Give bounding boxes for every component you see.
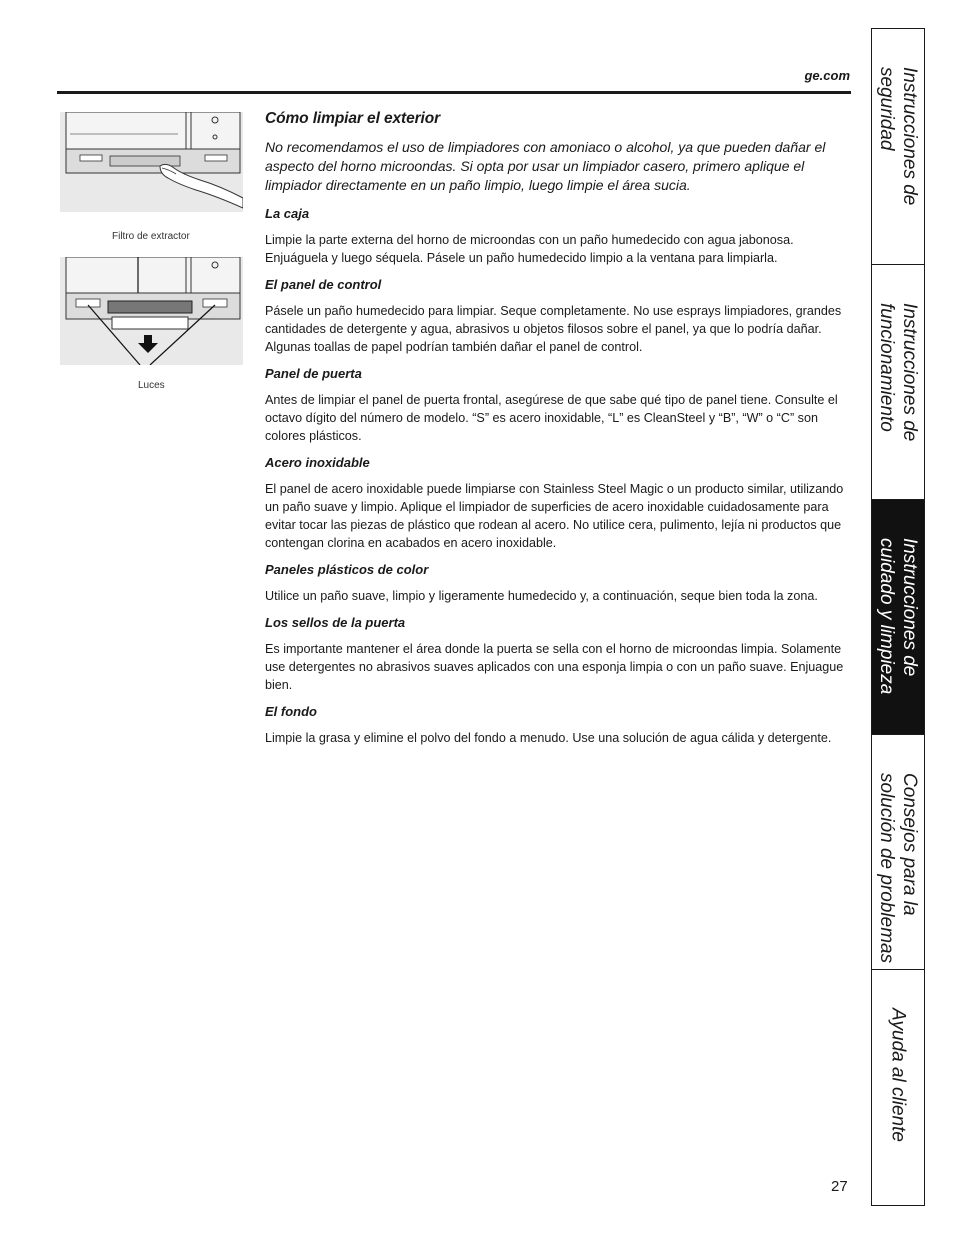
tab-ayuda-cliente[interactable]: [872, 970, 924, 1204]
tab-cuidado-limpieza[interactable]: [872, 500, 924, 735]
tab-solucion-problemas-label: Consejos para la solución de problemas: [876, 773, 920, 964]
heading-paneles-plasticos: Paneles plásticos de color: [265, 562, 429, 577]
heading-la-caja: La caja: [265, 206, 310, 221]
body-panel-control: Pásele un paño humedecido para limpiar. Seque completamente. No use esprays limpiadores, grandes cantidades de detergente y agua, abrasivos u objetos filosos sobre el panel, ya que lo podría dañar. Algunas toallas de papel podrían también dañar el panel de control.: [265, 304, 842, 354]
heading-el-fondo: El fondo: [265, 704, 317, 719]
body-acero-inoxidable: El panel de acero inoxidable puede limpiarse con Stainless Steel Magic o un producto similar, utilizando un paño suave y limpio. Aplique el limpiador de superficies de acero inoxidable cuidadosamente para evitar tocar las piezas de plástico que rodean al acero. No utilice cera, pulimento, lejía ni productos que contengan clorina en acabados en acero inoxidable.: [265, 482, 844, 550]
tab-funcionamiento-label: Instrucciones de funcionamiento: [876, 303, 920, 442]
page-number: 27: [831, 1178, 848, 1195]
tab-solucion-problemas[interactable]: [872, 735, 924, 970]
filter-label: Filtro de extractor: [112, 231, 190, 242]
lights-label: Luces: [138, 380, 165, 391]
body-panel-puerta: Antes de limpiar el panel de puerta frontal, asegúrese de que sabe qué tipo de panel tiene. Consulte el octavo dígito del número de modelo. “S” es acero inoxidable, “L” es CleanSteel y “B”, “W” o “C” son colores plásticos.: [265, 393, 838, 443]
heading-sellos-puerta: Los sellos de la puerta: [265, 615, 406, 630]
intro-paragraph: No recomendamos el uso de limpiadores con amoniaco o alcohol, ya que pueden dañar el aspecto del horno microondas. Si opta por usar un limpiador casero, primero aplique el limpiador directamente en un paño limpio, luego limpie el área sucia.: [265, 139, 826, 193]
tab-funcionamiento[interactable]: [872, 265, 924, 500]
heading-panel-puerta: Panel de puerta: [265, 366, 362, 381]
heading-acero-inoxidable: Acero inoxidable: [265, 455, 370, 470]
main-content: [265, 110, 851, 756]
body-la-caja: Limpie la parte externa del horno de microondas con un paño humedecido con agua jabonosa. Enjuáguela y luego séquela. Pásele un paño humedecido limpio a la ventana para limpiarla.: [265, 233, 794, 265]
section-tabs: [871, 28, 925, 1206]
tab-seguridad[interactable]: [872, 29, 924, 265]
header-rule: [57, 91, 851, 94]
microwave-wipe-drawing: [60, 112, 243, 212]
heading-panel-control: El panel de control: [265, 277, 382, 292]
body-paneles-plasticos: Utilice un paño suave, limpio y ligeramente humedecido y, a continuación, seque bien toda la zona.: [265, 589, 818, 603]
tab-seguridad-label: Instrucciones de seguridad: [876, 67, 920, 206]
section-title: Cómo limpiar el exterior: [265, 110, 441, 127]
tab-ayuda-cliente-label: Ayuda al cliente: [887, 1008, 909, 1142]
site-url: ge.com: [804, 68, 850, 83]
filter-lights-illustration: [60, 257, 243, 365]
body-sellos-puerta: Es importante mantener el área donde la puerta se sella con el horno de microondas limpia. Solamente use detergentes no abrasivos suaves aplicados con una esponja limpia o con un paño suave. Enjuague bien.: [265, 642, 844, 692]
body-el-fondo: Limpie la grasa y elimine el polvo del fondo a menudo. Use una solución de agua cálida y detergente.: [265, 731, 832, 745]
microwave-filter-drawing: [60, 257, 243, 365]
cleaning-illustration: [60, 112, 243, 212]
tab-cuidado-limpieza-label: Instrucciones de cuidado y limpieza: [876, 538, 920, 695]
